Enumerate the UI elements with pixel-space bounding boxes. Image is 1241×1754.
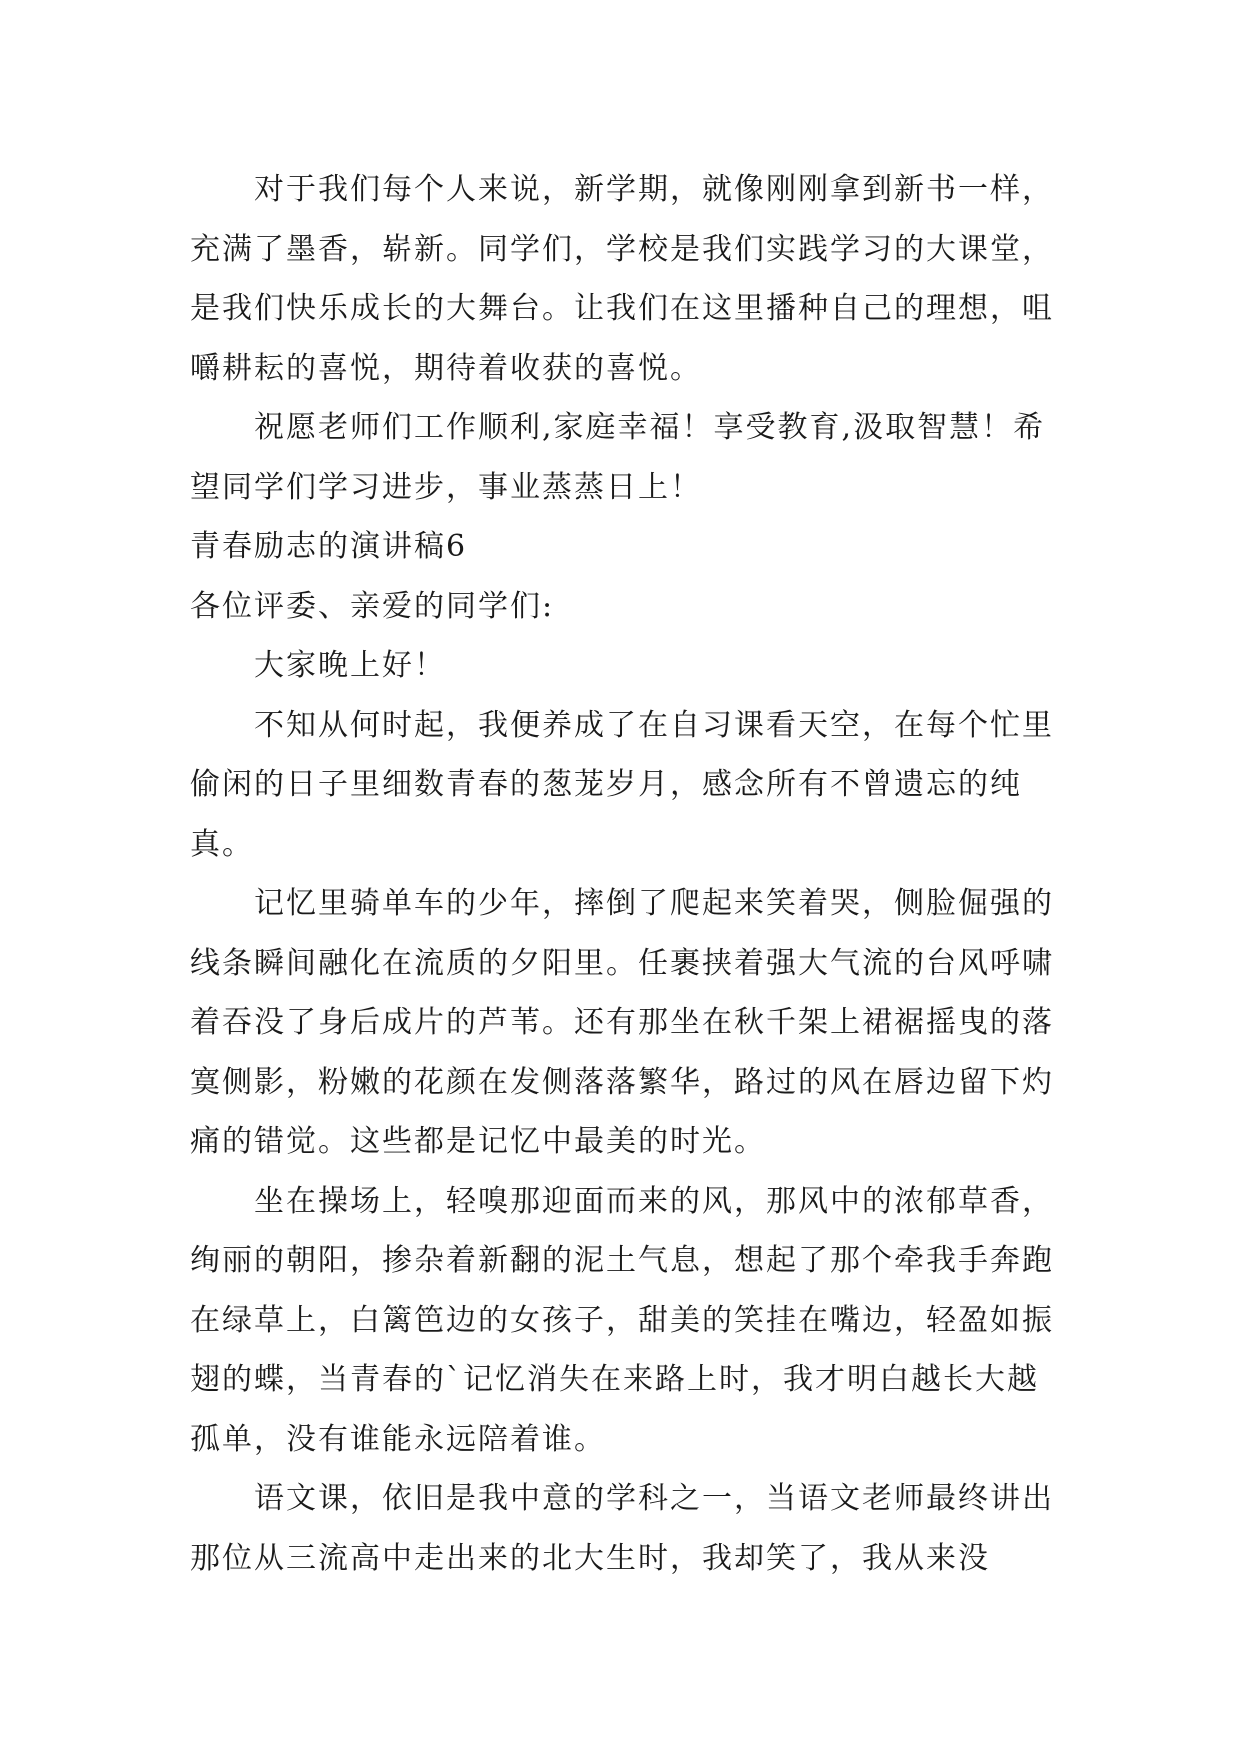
paragraph: 记忆里骑单车的少年，摔倒了爬起来笑着哭，侧脸倔强的线条瞬间融化在流质的夕阳里。任裹挟着强大气流的台风呼啸着吞没了身后成片的芦苇。还有那坐在秋千架上裙裾摇曳的落寞侧影，粉嫩的花颜在发侧落落繁华，路过的风在唇边留下灼痛的错觉。这些都是记忆中最美的时光。 xyxy=(190,886,1054,1159)
document-body xyxy=(190,160,1060,1588)
greeting: 大家晚上好！ xyxy=(254,648,446,683)
paragraph: 坐在操场上，轻嗅那迎面而来的风，那风中的浓郁草香，绚丽的朝阳，掺杂着新翻的泥土气息，想起了那个牵我手奔跑在绿草上，白篱笆边的女孩子，甜美的笑挂在嘴边，轻盈如振翅的蝶，当青春的`记忆消失在来路上时，我才明白越长大越孤单，没有谁能永远陪着谁。 xyxy=(190,1183,1054,1457)
paragraph: 祝愿老师们工作顺利,家庭幸福！享受教育,汲取智慧！希望同学们学习进步，事业蒸蒸日上！ xyxy=(190,410,1046,505)
paragraph: 对于我们每个人来说，新学期，就像刚刚拿到新书一样，充满了墨香，崭新。同学们，学校是我们实践学习的大课堂，是我们快乐成长的大舞台。让我们在这里播种自己的理想，咀嚼耕耘的喜悦，期待着收获的喜悦。 xyxy=(190,172,1054,386)
section-title: 青春励志的演讲稿6 xyxy=(190,529,468,564)
paragraph: 不知从何时起，我便养成了在自习课看天空，在每个忙里偷闲的日子里细数青春的葱茏岁月，感念所有不曾遗忘的纯真。 xyxy=(190,707,1054,862)
paragraph: 语文课，依旧是我中意的学科之一，当语文老师最终讲出那位从三流高中走出来的北大生时，我却笑了，我从来没 xyxy=(190,1481,1054,1576)
salutation: 各位评委、亲爱的同学们: xyxy=(190,588,555,624)
